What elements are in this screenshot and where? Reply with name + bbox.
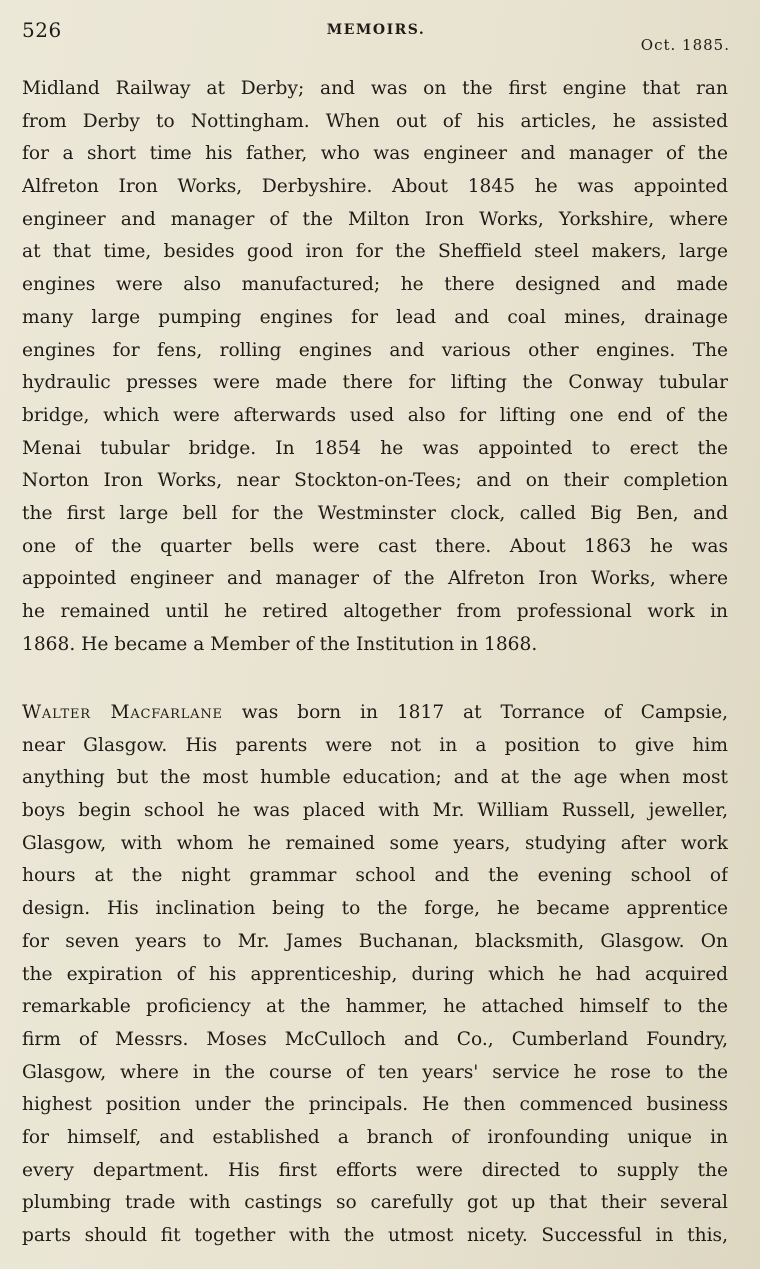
text-line: boys begin school he was placed with Mr. William Russell, jeweller,	[22, 800, 728, 822]
text-line: highest position under the principals. He then commenced business	[22, 1094, 728, 1116]
text-line: one of the quarter bells were cast there. About 1863 he was	[22, 535, 728, 557]
text-line: the first large bell for the Westminster clock, called Big Ben, and	[22, 502, 728, 524]
text-line-first	[22, 697, 728, 730]
text-line: anything but the most humble education; and at the age when most	[22, 767, 728, 789]
page-number: 526	[22, 18, 62, 42]
text-line: Norton Iron Works, near Stockton-on-Tees; and on their completion	[22, 470, 728, 492]
text-line: Menai tubular bridge. In 1854 he was appointed to erect the	[22, 437, 728, 459]
text-line-rest: was born in 1817 at Torrance of Campsie,	[222, 702, 728, 723]
text-line: the expiration of his apprenticeship, during which he had acquired	[22, 963, 728, 985]
text-line: for seven years to Mr. James Buchanan, blacksmith, Glasgow. On	[22, 930, 728, 952]
text-line: firm of Messrs. Moses McCulloch and Co., Cumberland Foundry,	[22, 1028, 728, 1050]
text-line: remarkable proficiency at the hammer, he attached himself to the	[22, 996, 728, 1018]
text-line: from Derby to Nottingham. When out of his articles, he assisted	[22, 110, 728, 132]
text-line: engineer and manager of the Milton Iron Works, Yorkshire, where	[22, 208, 728, 230]
text-line: Glasgow, with whom he remained some years, studying after work	[22, 832, 728, 854]
header-date: Oct. 1885.	[640, 36, 730, 54]
running-title: MEMOIRS.	[326, 22, 426, 38]
text-line: 1868. He became a Member of the Institution in 1868.	[22, 633, 538, 655]
text-line: appointed engineer and manager of the Alfreton Iron Works, where	[22, 568, 728, 590]
text-line: for himself, and established a branch of ironfounding unique in	[22, 1126, 728, 1148]
text-line: every department. His first efforts were directed to supply the	[22, 1159, 728, 1181]
text-line: engines for fens, rolling engines and various other engines. The	[22, 339, 728, 361]
text-line: Alfreton Iron Works, Derbyshire. About 1845 he was appointed	[22, 176, 728, 198]
text-line: near Glasgow. His parents were not in a position to give him	[22, 734, 728, 756]
memoir-subject-name: Walter Macfarlane	[22, 702, 223, 723]
text-line: many large pumping engines for lead and coal mines, drainage	[22, 306, 728, 328]
text-line: design. His inclination being to the forge, he became apprentice	[22, 898, 728, 920]
text-line: for a short time his father, who was engineer and manager of the	[22, 143, 728, 165]
text-line: Glasgow, where in the course of ten years' service he rose to the	[22, 1061, 728, 1083]
text-line: hydraulic presses were made there for lifting the Conway tubular	[22, 372, 728, 394]
text-line: hours at the night grammar school and the evening school of	[22, 865, 728, 887]
text-line: Midland Railway at Derby; and was on the first engine that ran	[22, 78, 728, 99]
text-line: he remained until he retired altogether from professional work in	[22, 601, 728, 622]
text-line: parts should fit together with the utmost nicety. Successful in this,	[22, 1225, 728, 1246]
text-line: at that time, besides good iron for the Sheffield steel makers, large	[22, 241, 728, 263]
text-line: bridge, which were afterwards used also for lifting one end of the	[22, 404, 728, 426]
page-header	[22, 18, 730, 68]
paragraph-continued	[22, 73, 728, 661]
text-line: engines were also manufactured; he there designed and made	[22, 274, 728, 296]
text-line: plumbing trade with castings so carefully got up that their several	[22, 1192, 728, 1214]
memoir-walter-macfarlane	[22, 697, 728, 1253]
